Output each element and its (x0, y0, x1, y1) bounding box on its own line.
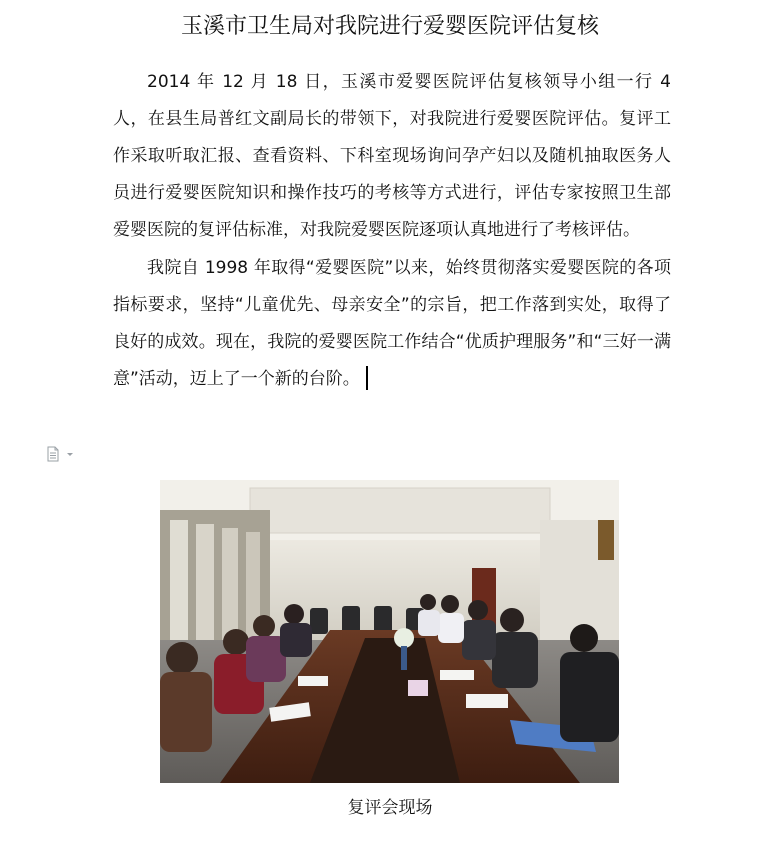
paragraph-options-icon[interactable] (46, 446, 78, 462)
paragraph-2[interactable] (113, 250, 671, 398)
document-body[interactable] (113, 64, 671, 399)
paragraph-1[interactable]: 2014 年 12 月 18 日，玉溪市爱婴医院评估复核领导小组一行 4 人，在县生局普红文副局长的带领下，对我院进行爱婴医院评估。复评工作采取听取汇报、查看资料、下科室现场询问孕产妇以及随机抽取医务人员进行爱婴医院知识和操作技巧的考核等方式进行，评估专家按照卫生部爱婴医院的复评估标准，对我院爱婴医院逐项认真地进行了考核评估。 (113, 72, 671, 240)
meeting-photo (160, 480, 619, 783)
image-caption: 复评会现场 (347, 798, 433, 818)
paragraph-2-text: 我院自 1998 年取得“爱婴医院”以来，始终贯彻落实爱婴医院的各项指标要求，坚持“儿童优先、母亲安全”的宗旨，把工作落到实处，取得了良好的成效。现在，我院的爱婴医院工作结合“优质护理服务”和“三好一满意”活动，迈上了一个新的台阶。 (113, 258, 671, 389)
text-cursor (366, 366, 368, 390)
document-title: 玉溪市卫生局对我院进行爱婴医院评估复核 (180, 14, 599, 39)
